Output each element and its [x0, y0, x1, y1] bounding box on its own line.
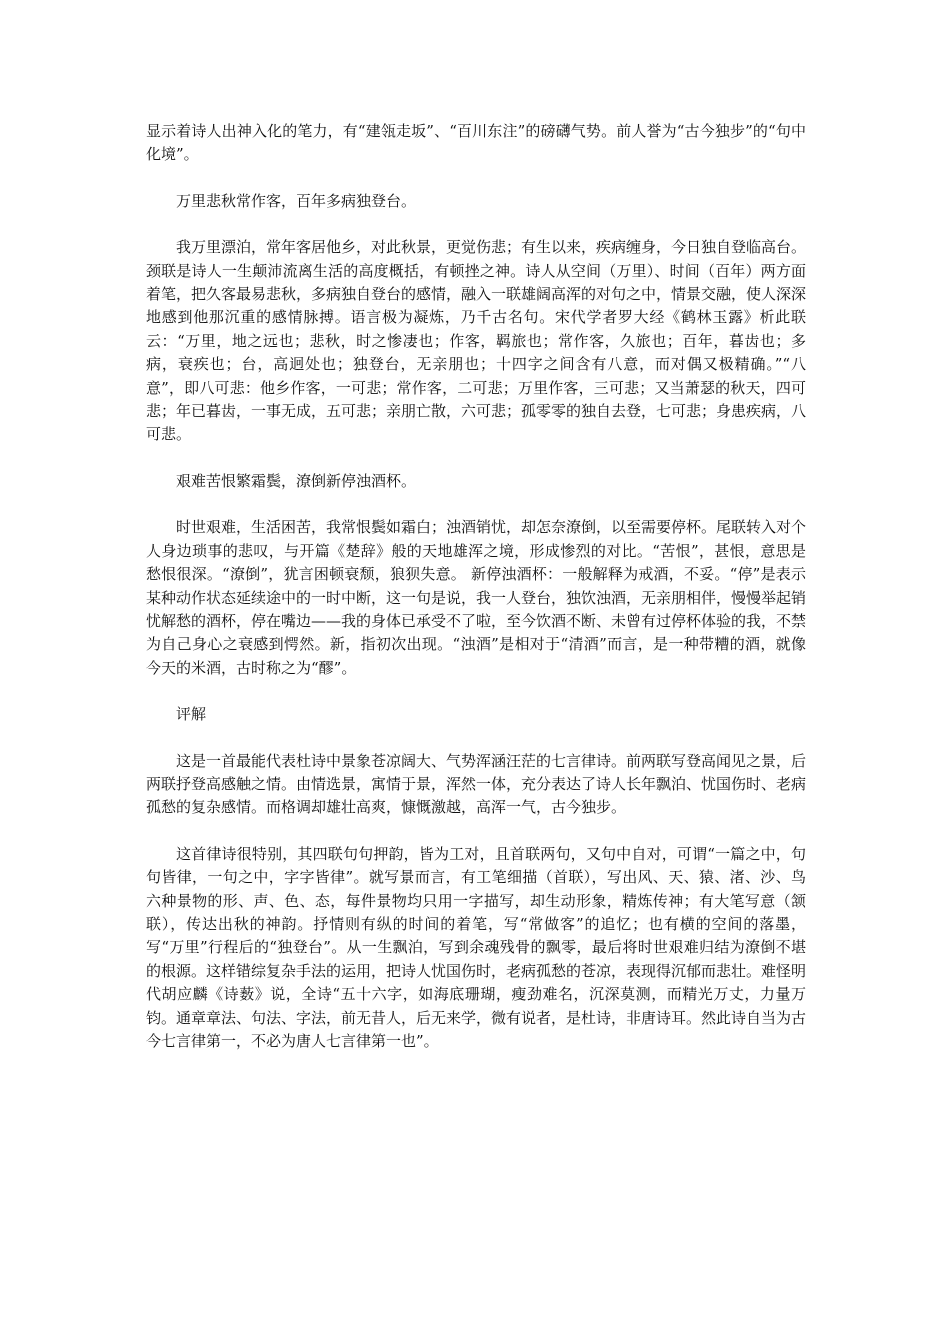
paragraph-tail-couplet-explanation: 时世艰难，生活困苦，我常恨鬓如霜白；浊酒销忧，却怎奈潦倒，以至需要停杯。尾联转入对个人身边琐事的悲叹，与开篇《楚辞》般的天地雄浑之境，形成惨烈的对比。“苦恨”，甚恨，意思是愁恨很深。“潦倒”，犹言困顿衰颓，狼狈失意。 新停浊酒杯：一般解释为戒酒，不妥。“停”是表示某种动作状态延续途中的一时中断，这一句是说，我一人登台，独饮浊酒，无亲朋相伴，慢慢举起销忧解愁的酒杯，停在嘴边——我的身体已承受不了啦，至今饮酒不断、未曾有过停杯体验的我，不禁为自己身心之衰感到愕然。新，指初次出现。“浊酒”是相对于“清酒”而言，是一种带糟的酒，就像今天的米酒，古时称之为“醪”。 [146, 518, 807, 677]
paragraph-commentary-analysis: 这首律诗很特别，其四联句句押韵，皆为工对，且首联两句，又句中自对，可谓“一篇之中，句句皆律，一句之中，字字皆律”。就写景而言，有工笔细描（首联），写出风、天、猿、渚、沙、鸟六种景物的形、声、色、态，每件景物均只用一字描写，却生动形象，精炼传神；有大笔写意（颔联），传达出秋的神韵。抒情则有纵的时间的着笔，写“常做客”的追忆；也有横的空间的落墨，写“万里”行程后的“独登台”。从一生飘泊，写到余魂残骨的飘零，最后将时世艰难归结为潦倒不堪的根源。这样错综复杂手法的运用，把诗人忧国伤时，老病孤愁的苍凉，表现得沉郁而悲壮。难怪明代胡应麟《诗薮》说，全诗“五十六字，如海底珊瑚，瘦劲难名，沉深莫测，而精光万丈，力量万钧。通章章法、句法、字法，前无昔人，后无来学，微有说者，是杜诗，非唐诗耳。然此诗自当为古今七言律第一，不必为唐人七言律第一也”。 [146, 844, 807, 1050]
paragraph-neck-couplet-explanation: 我万里漂泊，常年客居他乡，对此秋景，更觉伤悲；有生以来，疾病缠身，今日独自登临高台。颈联是诗人一生颠沛流离生活的高度概括，有顿挫之神。诗人从空间（万里）、时间（百年）两方面着笔，把久客最易悲秋，多病独自登台的感情，融入一联雄阔高浑的对句之中，情景交融，使人深深地感到他那沉重的感情脉搏。语言极为凝炼，乃千古名句。宋代学者罗大经《鹤林玉露》析此联云：“万里，地之远也；悲秋，时之惨凄也；作客，羁旅也；常作客，久旅也；百年，暮齿也；多病，衰疾也；台，高迥处也；独登台，无亲朋也；十四字之间含有八意，而对偶又极精确。”“八意”，即八可悲：他乡作客，一可悲；常作客，二可悲；万里作客，三可悲；又当萧瑟的秋天，四可悲；年已暮齿，一事无成，五可悲；亲朋亡散，六可悲；孤零零的独自去登，七可悲；身患疾病，八可悲。 [146, 238, 807, 444]
paragraph-continuation: 显示着诗人出神入化的笔力，有“建瓴走坂”、“百川东注”的磅礴气势。前人誉为“古今独步”的“句中化境”。 [146, 122, 806, 164]
poem-line-five-six: 万里悲秋常作客，百年多病独登台。 [176, 191, 417, 210]
document-page [146, 120, 806, 1053]
paragraph-commentary-overview: 这是一首最能代表杜诗中景象苍凉阔大、气势浑涵汪茫的七言律诗。前两联写登高闻见之景，后两联抒登高感触之情。由情选景，寓情于景，浑然一体，充分表达了诗人长年飘泊、忧国伤时、老病孤愁的复杂感情。而格调却雄壮高爽，慷慨激越，高浑一气，古今独步。 [146, 751, 807, 817]
section-heading-commentary: 评解 [176, 705, 207, 724]
poem-line-seven-eight: 艰难苦恨繁霜鬓，潦倒新停浊酒杯。 [176, 471, 417, 490]
